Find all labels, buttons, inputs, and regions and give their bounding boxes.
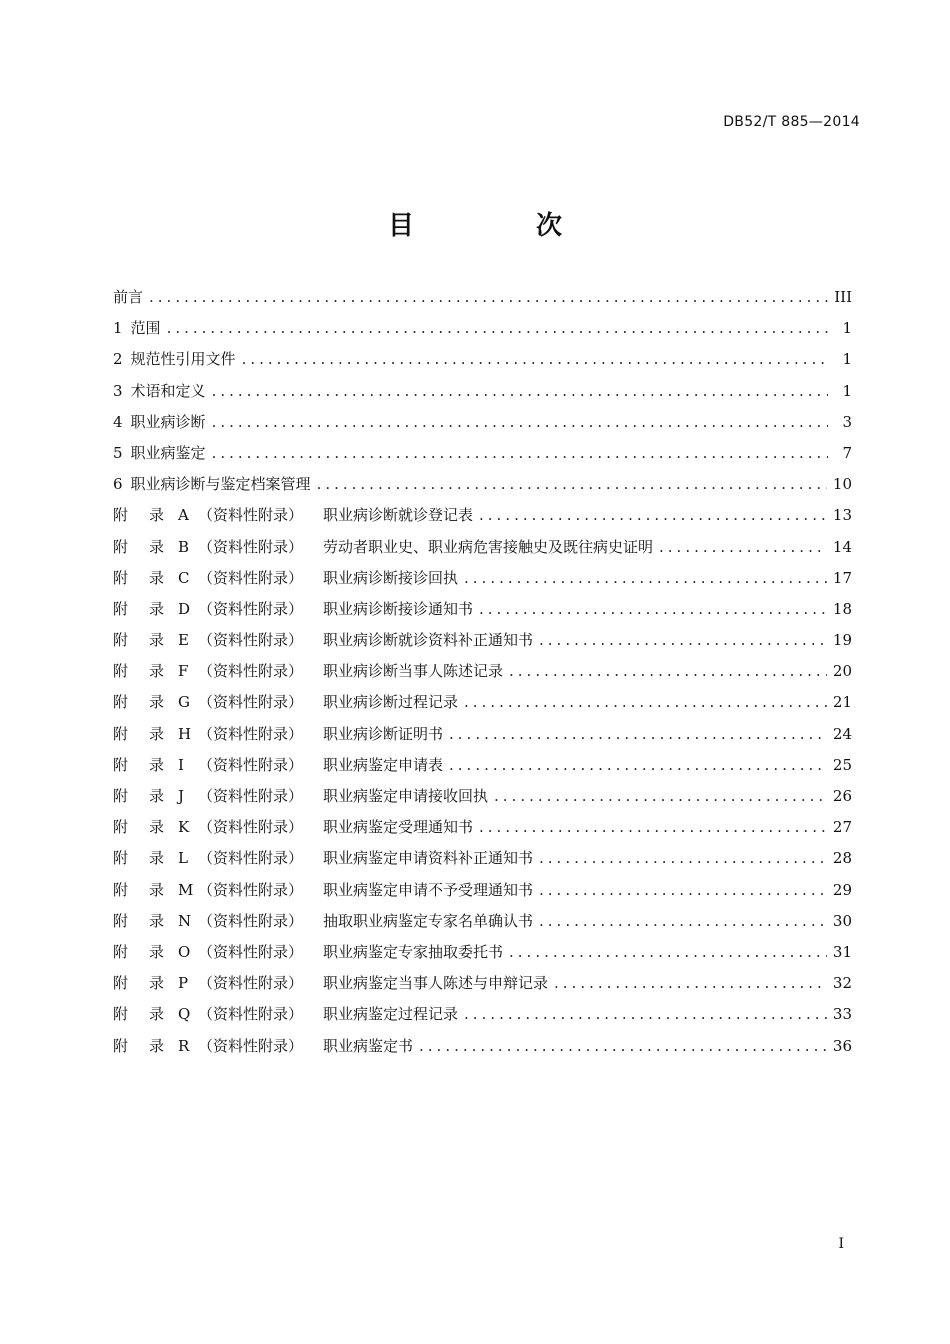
appendix-fu: 附 (113, 974, 129, 993)
toc-entry-3[interactable] (113, 376, 852, 407)
toc-entry-number: 3 (113, 381, 123, 400)
leader-dots (449, 719, 827, 750)
toc-entry-number: 4 (113, 412, 123, 431)
appendix-lu: 录 (149, 1005, 165, 1024)
toc-entry-label: 职业病鉴定专家抽取委托书 (323, 942, 504, 961)
appendix-type: （资料性附录） (198, 599, 304, 618)
toc-appendix-r[interactable] (113, 1031, 852, 1062)
toc-entry-page: 29 (832, 880, 852, 899)
toc-appendix-a[interactable] (113, 500, 852, 531)
toc-entry-6[interactable] (113, 469, 852, 500)
appendix-letter: Q (178, 1005, 191, 1024)
toc-entry-label: 职业病诊断与鉴定档案管理 (130, 475, 311, 494)
toc-entry-label: 职业病鉴定申请资料补正通知书 (323, 849, 534, 868)
toc-appendix-m[interactable] (113, 875, 852, 906)
toc-entry-2[interactable] (113, 344, 852, 375)
leader-dots (539, 906, 827, 937)
appendix-letter: L (178, 849, 188, 868)
toc-entry-number: 2 (113, 350, 123, 369)
appendix-letter: I (178, 755, 184, 774)
leader-dots (509, 656, 827, 687)
toc-entry-page: 27 (832, 818, 852, 837)
appendix-lu: 录 (149, 662, 165, 681)
toc-entry-page: 24 (832, 724, 852, 743)
appendix-lu: 录 (149, 1036, 165, 1055)
appendix-type: （资料性附录） (198, 787, 304, 805)
appendix-type: （资料性附录） (198, 724, 304, 743)
appendix-letter: O (178, 942, 191, 961)
toc-entry-number: 1 (113, 319, 123, 338)
appendix-prefix (113, 843, 323, 874)
appendix-fu: 附 (113, 942, 129, 961)
toc-appendix-q[interactable] (113, 999, 852, 1030)
toc-appendix-n[interactable] (113, 906, 852, 937)
toc-entry-page: 26 (832, 787, 852, 805)
appendix-type: （资料性附录） (198, 1005, 304, 1024)
appendix-prefix (113, 563, 323, 594)
toc-entry-label: 职业病诊断证明书 (323, 724, 444, 743)
leader-dots (464, 563, 827, 594)
toc-appendix-o[interactable] (113, 937, 852, 968)
toc-entry-page: 33 (832, 1005, 852, 1024)
leader-dots (659, 532, 827, 563)
toc-entry-label: 职业病诊断当事人陈述记录 (323, 662, 504, 681)
toc-entry-label: 职业病诊断接诊回执 (323, 568, 459, 587)
appendix-letter: N (178, 911, 192, 930)
leader-dots (494, 781, 827, 812)
leader-dots (317, 469, 827, 500)
toc-entry-page: 28 (832, 849, 852, 868)
appendix-prefix (113, 687, 323, 718)
toc-entry-label: 抽取职业病鉴定专家名单确认书 (323, 911, 534, 930)
appendix-fu: 附 (113, 849, 129, 868)
toc-entry-4[interactable] (113, 407, 852, 438)
toc-entry-page: 10 (832, 475, 852, 494)
leader-dots (212, 376, 828, 407)
appendix-lu: 录 (149, 942, 165, 961)
toc-entry-page: 14 (832, 537, 852, 556)
appendix-prefix (113, 719, 323, 750)
appendix-lu: 录 (149, 974, 165, 993)
toc-entry-label: 范围 (130, 319, 161, 338)
leader-dots (479, 500, 827, 531)
appendix-prefix (113, 594, 323, 625)
leader-dots (464, 687, 827, 718)
toc-entry-label: 职业病诊断 (130, 412, 206, 431)
appendix-fu: 附 (113, 568, 129, 587)
appendix-fu: 附 (113, 818, 129, 837)
toc-entry-label: 前言 (113, 288, 144, 306)
appendix-letter: K (178, 818, 190, 837)
appendix-lu: 录 (149, 880, 165, 899)
appendix-lu: 录 (149, 506, 165, 525)
toc-entry-page: 21 (832, 693, 852, 712)
leader-dots (479, 594, 827, 625)
toc-appendix-c[interactable] (113, 563, 852, 594)
appendix-fu: 附 (113, 662, 129, 681)
appendix-lu: 录 (149, 849, 165, 868)
toc-entry-label: 职业病鉴定申请表 (323, 755, 444, 774)
toc-entry-label: 职业病鉴定当事人陈述与申辩记录 (323, 974, 549, 993)
appendix-letter: H (178, 724, 192, 743)
toc-entry-label: 职业病鉴定过程记录 (323, 1005, 459, 1024)
toc-entry-label: 职业病诊断就诊登记表 (323, 506, 474, 525)
toc-entry-number: 6 (113, 475, 123, 494)
leader-dots (539, 625, 827, 656)
appendix-lu: 录 (149, 818, 165, 837)
appendix-letter: G (178, 693, 190, 712)
appendix-prefix (113, 656, 323, 687)
appendix-fu: 附 (113, 537, 129, 556)
appendix-lu: 录 (149, 568, 165, 587)
appendix-prefix (113, 500, 323, 531)
toc-entry-page: 20 (832, 662, 852, 681)
toc-appendix-g[interactable] (113, 687, 852, 718)
appendix-fu: 附 (113, 1005, 129, 1024)
leader-dots (479, 812, 827, 843)
appendix-prefix (113, 999, 323, 1030)
toc-entry-page: 19 (832, 631, 852, 650)
toc-entry-page: 1 (842, 319, 852, 338)
appendix-letter: P (178, 974, 189, 993)
toc-entry-page: III (834, 288, 852, 306)
toc-entry-page: 32 (832, 974, 852, 993)
toc-entry-label: 职业病鉴定受理通知书 (323, 818, 474, 837)
appendix-type: （资料性附录） (198, 506, 304, 525)
appendix-prefix (113, 968, 323, 999)
appendix-letter: A (178, 506, 189, 525)
toc-entry-page: 3 (842, 412, 852, 431)
toc-entry-label: 术语和定义 (130, 381, 206, 400)
appendix-lu: 录 (149, 911, 165, 930)
appendix-fu: 附 (113, 693, 129, 712)
toc-appendix-h[interactable] (113, 719, 852, 750)
toc-entry-page: 7 (842, 443, 852, 462)
appendix-letter: R (178, 1036, 190, 1055)
appendix-letter: B (178, 537, 190, 556)
leader-dots (242, 344, 828, 375)
toc-entry-label: 职业病鉴定书 (323, 1036, 414, 1055)
toc-entry-page: 25 (832, 755, 852, 774)
toc-appendix-f[interactable] (113, 656, 852, 687)
appendix-letter: F (178, 662, 189, 681)
appendix-prefix (113, 906, 323, 937)
leader-dots (212, 438, 828, 469)
appendix-lu: 录 (149, 693, 165, 712)
appendix-fu: 附 (113, 599, 129, 618)
toc-entry-number: 5 (113, 443, 123, 462)
leader-dots (167, 313, 828, 344)
toc-entry-1[interactable] (113, 313, 852, 344)
appendix-fu: 附 (113, 631, 129, 650)
appendix-lu: 录 (149, 724, 165, 743)
document-code: DB52/T 885—2014 (723, 114, 860, 130)
toc-entry-page: 18 (832, 599, 852, 618)
leader-dots (464, 999, 827, 1030)
appendix-prefix (113, 875, 323, 906)
toc-entry-page: 13 (832, 506, 852, 525)
appendix-type: （资料性附录） (198, 693, 304, 712)
toc-entry-label: 职业病诊断接诊通知书 (323, 599, 474, 618)
appendix-type: （资料性附录） (198, 568, 304, 587)
toc-appendix-k[interactable] (113, 812, 852, 843)
toc-entry-page: 1 (842, 381, 852, 400)
toc-appendix-p[interactable] (113, 968, 852, 999)
appendix-type: （资料性附录） (198, 849, 304, 868)
toc-entry-label: 职业病鉴定申请接收回执 (323, 787, 489, 805)
appendix-prefix (113, 937, 323, 968)
toc-entry-label: 职业病诊断过程记录 (323, 693, 459, 712)
toc-appendix-i[interactable] (113, 750, 852, 781)
appendix-fu: 附 (113, 755, 129, 774)
appendix-letter: C (178, 568, 190, 587)
toc-appendix-b[interactable] (113, 532, 852, 563)
appendix-letter: E (178, 631, 189, 650)
leader-dots (419, 1031, 827, 1062)
appendix-fu: 附 (113, 506, 129, 525)
appendix-type: （资料性附录） (198, 911, 304, 930)
appendix-fu: 附 (113, 880, 129, 899)
toc-entry-label: 职业病鉴定 (130, 443, 206, 462)
appendix-lu: 录 (149, 537, 165, 556)
appendix-fu: 附 (113, 911, 129, 930)
toc-entry-label: 职业病诊断就诊资料补正通知书 (323, 631, 534, 650)
table-of-contents (113, 282, 852, 1062)
leader-dots (539, 875, 827, 906)
appendix-type: （资料性附录） (198, 537, 304, 556)
toc-entry-page: 31 (832, 942, 852, 961)
toc-appendix-d[interactable] (113, 594, 852, 625)
toc-appendix-e[interactable] (113, 625, 852, 656)
leader-dots (539, 843, 827, 874)
appendix-prefix (113, 750, 323, 781)
appendix-lu: 录 (149, 787, 165, 805)
toc-entry-label: 规范性引用文件 (130, 350, 236, 369)
appendix-letter: J (178, 787, 185, 805)
appendix-prefix (113, 625, 323, 656)
appendix-prefix (113, 532, 323, 563)
appendix-prefix (113, 812, 323, 843)
appendix-lu: 录 (149, 631, 165, 650)
appendix-lu: 录 (149, 755, 165, 774)
toc-entry-page: 36 (832, 1036, 852, 1055)
toc-entry-page: 17 (832, 568, 852, 587)
toc-entry-label: 职业病鉴定申请不予受理通知书 (323, 880, 534, 899)
appendix-letter: M (178, 880, 194, 899)
appendix-type: （资料性附录） (198, 974, 304, 993)
page-number: I (838, 1236, 844, 1252)
leader-dots (554, 968, 827, 999)
appendix-type: （资料性附录） (198, 942, 304, 961)
appendix-type: （资料性附录） (198, 662, 304, 681)
leader-dots (449, 750, 827, 781)
appendix-type: （资料性附录） (198, 755, 304, 774)
appendix-type: （资料性附录） (198, 1036, 304, 1055)
toc-entry-5[interactable] (113, 438, 852, 469)
toc-entry-preface[interactable] (113, 282, 852, 313)
appendix-type: （资料性附录） (198, 818, 304, 837)
toc-entry-label: 劳动者职业史、职业病危害接触史及既往病史证明 (323, 537, 654, 556)
leader-dots (149, 282, 828, 313)
appendix-letter: D (178, 599, 191, 618)
appendix-prefix (113, 781, 323, 812)
toc-appendix-l[interactable] (113, 843, 852, 874)
leader-dots (212, 407, 828, 438)
toc-appendix-j[interactable] (113, 781, 852, 812)
appendix-fu: 附 (113, 787, 129, 805)
appendix-prefix (113, 1031, 323, 1062)
appendix-fu: 附 (113, 724, 129, 743)
toc-entry-page: 1 (842, 350, 852, 369)
appendix-fu: 附 (113, 1036, 129, 1055)
toc-entry-page: 30 (832, 911, 852, 930)
leader-dots (509, 937, 827, 968)
appendix-lu: 录 (149, 599, 165, 618)
page-title: 目 次 (387, 211, 610, 241)
appendix-type: （资料性附录） (198, 880, 304, 899)
appendix-type: （资料性附录） (198, 631, 304, 650)
